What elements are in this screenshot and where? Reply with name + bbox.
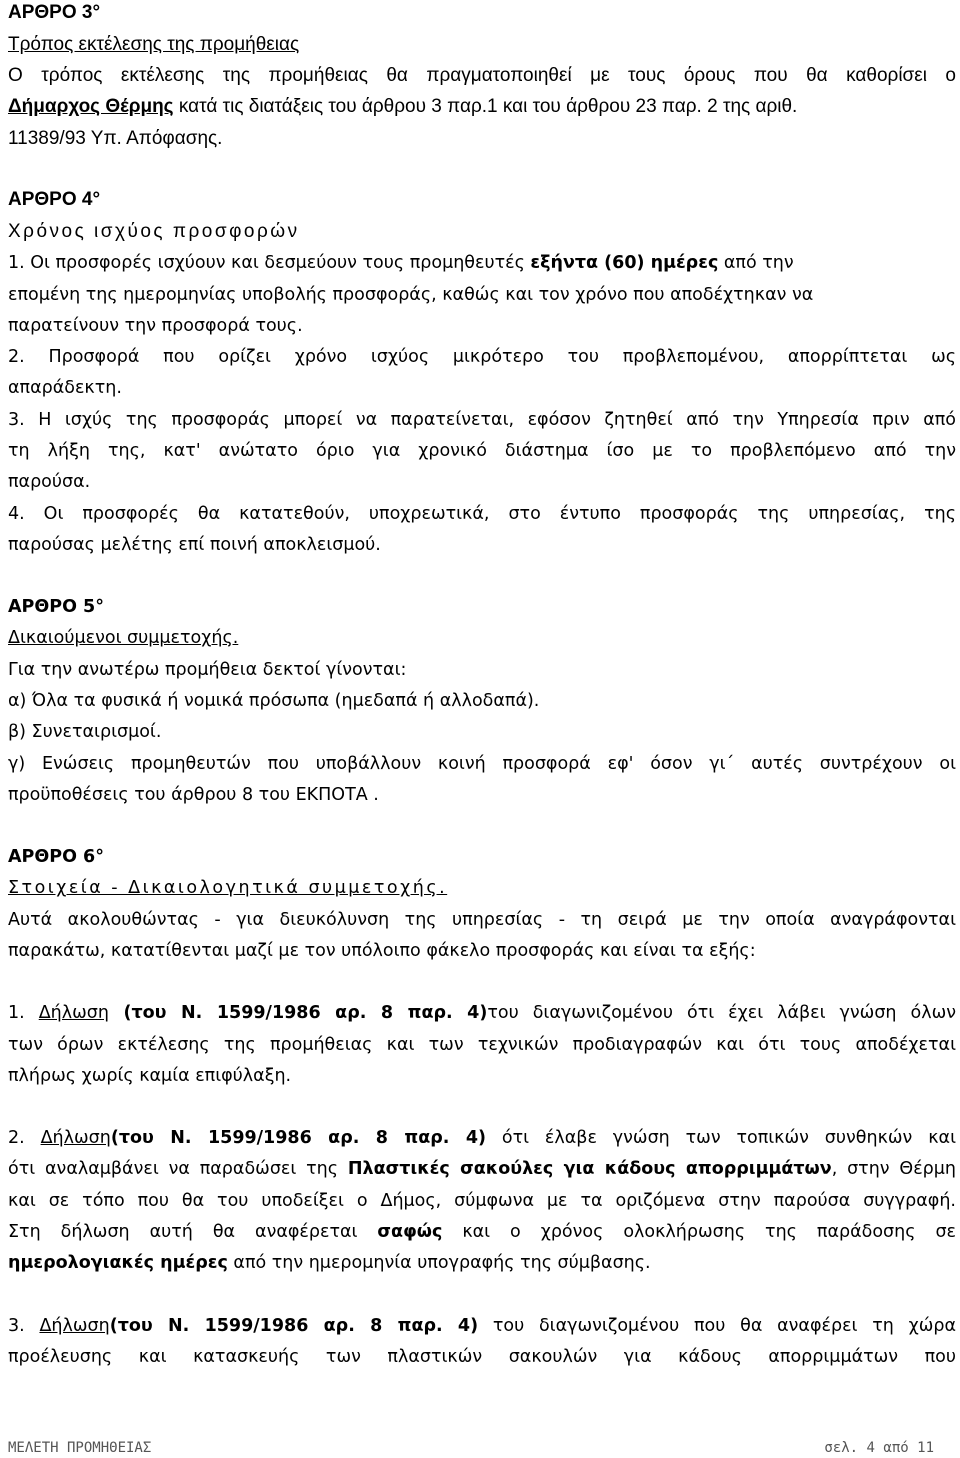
footer-title: ΜΕΛΕΤΗ ΠΡΟΜΗΘΕΙΑΣ	[8, 1440, 152, 1456]
article-6-item-1-line: των όρων εκτέλεσης της προμήθειας και των τεχνικών προδιαγραφών και ότι τους αποδέχεται	[8, 1035, 956, 1055]
article-6-item-2-line: Στη δήλωση αυτή θα αναφέρεται σαφώς και ο χρόνος ολοκλήρωσης της παράδοσης σε	[8, 1222, 957, 1242]
article-5-heading: ΑΡΘΡΟ 5°	[8, 597, 104, 617]
article-4-text-line: παρούσα.	[8, 472, 91, 492]
article-3-text-line: Ο τρόπος εκτέλεσης της προμήθειας θα πραγματοποιηθεί με τους όρους που θα καθορίσει ο	[8, 65, 956, 86]
page-number: σελ. 4 από 11	[824, 1440, 934, 1456]
article-5-text-line: γ) Ενώσεις προμηθευτών που υποβάλλουν κοινή προσφορά εφ' όσον γι΄ αυτές συντρέχουν οι	[8, 754, 956, 774]
article-4-text-line: 3. Η ισχύς της προσφοράς μπορεί να παρατείνεται, εφόσον ζητηθεί από την Υπηρεσία πριν από	[8, 410, 956, 430]
article-5-text-line: Για την ανωτέρω προμήθεια δεκτοί γίνονται:	[8, 660, 407, 680]
article-5-subtitle: Δικαιούμενοι συμμετοχής.	[8, 628, 239, 648]
article-6-item-2-line: ότι αναλαμβάνει να παραδώσει της Πλαστικές σακούλες για κάδους απορριμμάτων, στην Θέρμη	[8, 1159, 956, 1179]
article-4-subtitle: Χρόνος ισχύος προσφορών	[8, 221, 300, 242]
article-5-text-line: α) Όλα τα φυσικά ή νομικά πρόσωπα (ημεδαπά ή αλλοδαπά).	[8, 691, 540, 711]
article-4-text-line: 4. Οι προσφορές θα κατατεθούν, υποχρεωτικά, στο έντυπο προσφοράς της υπηρεσίας, της	[8, 504, 956, 524]
article-6-text-line: παρακάτω, κατατίθενται μαζί με τον υπόλοιπο φάκελο προσφοράς και είναι τα εξής:	[8, 941, 756, 961]
article-4-text-line: επομένη της ημερομηνίας υποβολής προσφοράς, καθώς και τον χρόνο που αποδέχτηκαν να	[8, 285, 814, 305]
article-6-item-2-line: ημερολογιακές ημέρες από την ημερομηνία υπογραφής της σύμβασης.	[8, 1253, 651, 1273]
article-3-text-line: 11389/93 Υπ. Απόφασης.	[8, 128, 223, 149]
article-5-text-line: προϋποθέσεις του άρθρου 8 του ΕΚΠΟΤΑ .	[8, 785, 379, 805]
article-6-item-1-line: πλήρως χωρίς καμία επιφύλαξη.	[8, 1066, 292, 1086]
article-4-heading: ΑΡΘΡΟ 4°	[8, 189, 101, 210]
article-6-item-2-line: 2. Δήλωση(του Ν. 1599/1986 αρ. 8 παρ. 4) ότι έλαβε γνώση των τοπικών συνθηκών και	[8, 1128, 956, 1148]
article-4-text-line: 1. Οι προσφορές ισχύουν και δεσμεύουν τους προμηθευτές εξήντα (60) ημέρες από την	[8, 253, 794, 273]
article-5-text-line: β) Συνεταιρισμοί.	[8, 722, 162, 742]
mayor-label: Δήμαρχος Θέρμης	[8, 96, 174, 117]
article-4-text-line: τη λήξη της, κατ' ανώτατο όριο για χρονικό διάστημα ίσο με το προβλεπόμενο από την	[8, 441, 956, 461]
article-6-item-2-line: και σε τόπο που θα του υποδείξει ο Δήμος, σύμφωνα με τα οριζόμενα στην παρούσα συγγραφή.	[8, 1191, 956, 1211]
article-6-subtitle: Στοιχεία - Δικαιολογητικά συμμετοχής.	[8, 878, 448, 898]
article-3-subtitle: Τρόπος εκτέλεσης της προμήθειας	[8, 34, 300, 55]
article-6-heading: ΑΡΘΡΟ 6°	[8, 847, 104, 867]
article-6-text-line: Αυτά ακολουθώντας - για διευκόλυνση της υπηρεσίας - τη σειρά με την οποία αναγράφονται	[8, 910, 956, 930]
article-6-item-3-line: 3. Δήλωση(του Ν. 1599/1986 αρ. 8 παρ. 4) του διαγωνιζομένου που θα αναφέρει τη χώρα	[8, 1316, 956, 1336]
article-6-item-3-line: προέλευσης και κατασκευής των πλαστικών σακουλών για κάδους απορριμμάτων που	[8, 1347, 956, 1367]
page-footer	[8, 1440, 956, 1456]
article-3-heading: ΑΡΘΡΟ 3°	[8, 2, 101, 23]
article-4-text-line: παρατείνουν την προσφορά τους.	[8, 316, 303, 336]
article-6-item-1-line: 1. Δήλωση (του Ν. 1599/1986 αρ. 8 παρ. 4)του διαγωνιζομένου ότι έχει λάβει γνώση όλων	[8, 1003, 957, 1023]
article-4-text-line: παρούσας μελέτης επί ποινή αποκλεισμού.	[8, 535, 381, 555]
article-3-text-line: Δήμαρχος Θέρμης κατά τις διατάξεις του άρθρου 3 παρ.1 και του άρθρου 23 παρ. 2 της αριθ.	[8, 96, 798, 117]
article-4-text-line: 2. Προσφορά που ορίζει χρόνο ισχύος μικρότερο του προβλεπομένου, απορρίπτεται ως	[8, 347, 956, 367]
article-4-text-line: απαράδεκτη.	[8, 378, 122, 398]
